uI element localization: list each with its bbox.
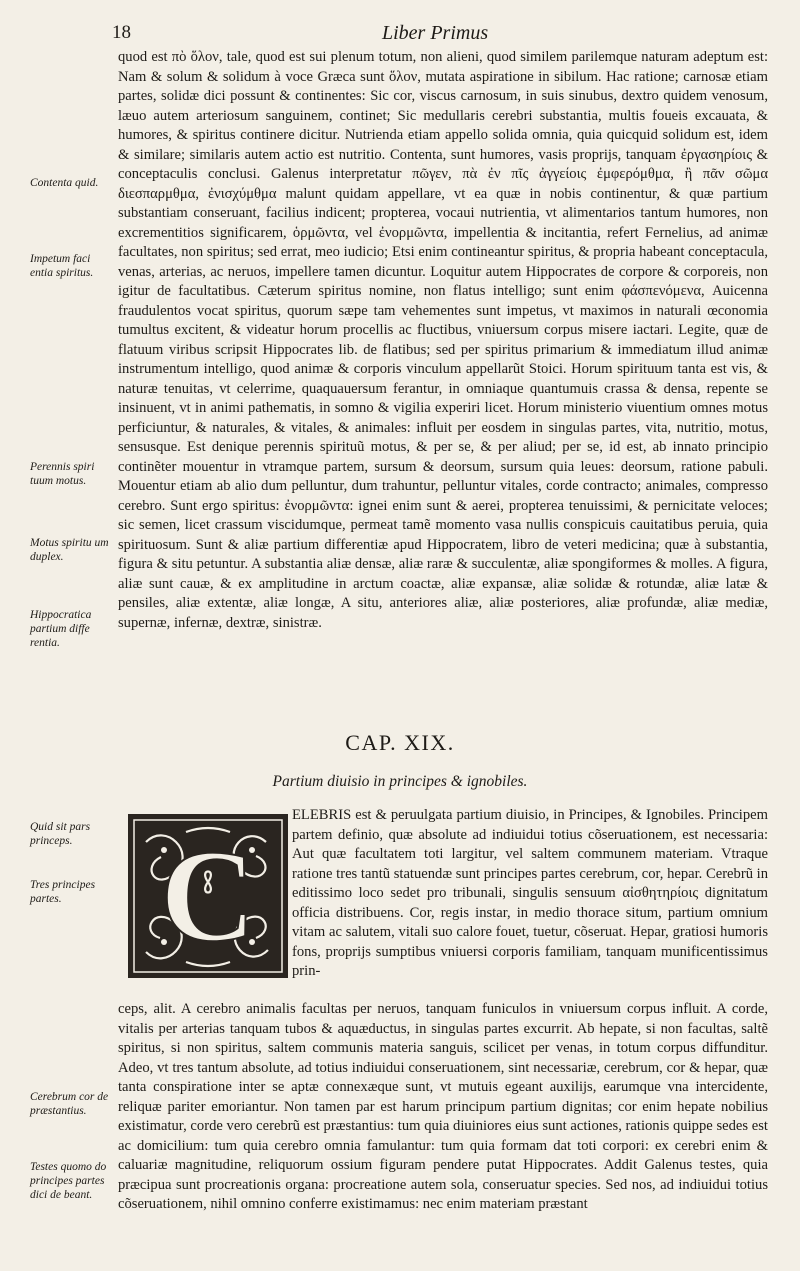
body-paragraph: ceps, alit. A cerebro animalis facultas per neruos, tanquam funiculos in vniuersum corpus influit. A corde, vitalis per arterias tanquam tubos & aquæductus, in singulas partes excurrit. Ab hepate, si non facultas, saltẽ spiritus, si non spiritus, saltem communis materia sanguis, scilicet per venas, in totum corpus diffunditur. Adeo, vt tres tantum absolute, ad totius indiuidui conseruationem, sint necessariæ, cerebrum, cor & hepar, quæ tanta conspiratione inter se aptæ connexæque sunt, vt mutuis egeant auxilijs, earumque vna intercidente, reliquæ pariter emoriantur. Non tamen par est harum principum partium dignitas; cor enim hepate nobilius existimatur, corde vero cerebrũ est præstantius: tum quia diuiniores eius sunt actiones, rationis quippe sedes est ac domicilium: tum quia cerebro omnia famulantur: tum quia formam dat toti corpori: ex cerebri enim & caluariæ magnitudine, reliquorum ossium figuram pendere putat Hippocrates. Addit Galenus testes, quia præcipua sunt procreationis organa: procreatione autem sola, conseruatur species. Sed nos, ad indiuidui totius cõseruationem, nihil omnino conferre existimamus: nec enim materiam præstant: [118, 1001, 768, 1212]
margin-note: Impetum faci entia spiritus.: [30, 253, 94, 279]
page-number: 18: [112, 22, 131, 43]
ornamental-initial-c: [126, 812, 290, 980]
margin-note: Contenta quid.: [30, 177, 99, 189]
body-paragraph: quod est πὸ ὅλον, tale, quod est sui plenum totum, non alieni, quod similem parilemque naturam adeptum est: Nam & solum & solidum à voce Græca sunt ὅλον, mutata aspiratione in sibilum. Hac ratione; carnosæ etiam partes, solidæ dici possunt & continentes: Sic cor, viscus carnosum, in suis sinubus, dextro quidem venosum, læuo autem arteriosum sanguinem, continet; Sic medullaris cerebri substantia, multis foueis excauata, & humores, & spiritus continere dicitur. Nutrienda etiam appello solida omnia, quia quicquid solidum est, idem & similare; similaris autem actio est nutritio. Contenta, sunt humores, vasis proprijs, tanquam ἐργασηρίοις & conceptaculis conclusi. Galenus interpretatur πῶγεν, πὰ ἐν πῖς ἀγγείοις ἐμφερόμθμα, ἢ πᾶν σῶμα διεσπαρμθμα, ἐνισχύμθμα malunt quidam appellare, vt ea quæ in nobis continentur, & quæ partium substantiam conseruant, facilius indicent; propterea, vocaui nutrientia, vt alimentarios tantum humores, non excrementitios significarem, ὁρμῶντα, vel ἐνορμῶντα, impellentia & incitantia, refert Fernelius, ad animæ facultates, non spiritus; sed errat, meo iudicio; Etsi enim contineantur spiritus, & propria habeant conceptacula, venas, arterias, ac neruos, impellere tamen dicuntur. Loquitur autem Hippocrates de corpore & corporeis, non igitur de facultatibus. Cæterum spiritus nomine, non flatus intelligo; sunt enim φάσπενόμενα, Auicenna fraudulentos vocat spiritus, quorum sæpe tam vehementes sunt impetus, vt maximos in naturali œconomia tumultus excitent, & videatur horum procellis ac fluctibus, vniuersum corpus misere iactari. Legite, quæ de flatuum viribus scripsit Hippocrates lib. de flatibus; sed per spiritus primarium & immediatum illud animæ instrumentum intelligo, quod animæ & corporis vinculum appellarũt Stoici. Horum spirituum tanta est vis, & naturæ tenuitas, vt celerrime, quaquauersum ferantur, in omniaque quantumuis crassa & densa, repente se insinuent, vt in animi pathematis, in somno & vigilia experiri licet. Horum ministerio viuentium omnes motus perficiuntur, & naturales, & vitales, & animales: influit per eosdem in singulas partes, vita, nutritio, motus, sensusque. Est denique perennis spirituũ motus, & per se, & per aliud; per se, id est, ab innato principio continẽter mouentur in vtramque partem, sursum & deorsum, sursum quia leues: deorsum, ratione pabuli. Mouentur etiam ab alio dum pelluntur, dum trahuntur, pelluntur vitales, corde contracto; animales, compresso cerebro. Sunt ergo spiritus: ἐνορμῶντα: ignei enim sunt & aerei, propterea tenuissimi, & pernicitate veloces; sic semen, licet crassum viscidumque, permeat tamẽ momento vasa nullis conspicuis cauitatibus peruia, quia spirituosum. Sunt & aliæ partium differentiæ apud Hippocratem, libro de veteri medicina; quæ à substantia, figura & situ petuntur. A substantia aliæ densæ, aliæ raræ & succulentæ, aliæ spongiformes & molles. A figura, aliæ sunt cauæ, & ex amplitudine in arctum coactæ, aliæ expansæ, aliæ solidæ & rotundæ, aliæ latæ & pensiles, aliæ extentæ, aliæ longæ, A situ, anteriores aliæ, aliæ posteriores, aliæ profundæ, aliæ mediæ, supernæ, infernæ, dextræ, sinistræ.: [118, 49, 768, 631]
ornament-icon: [126, 812, 290, 980]
chapter-heading: CAP. XIX.: [345, 730, 455, 755]
margin-note: Testes quomo do principes partes dici de beant.: [30, 1161, 107, 1201]
margin-note: Hippocratica partium diffe rentia.: [30, 609, 92, 649]
chapter-subtitle: Partium diuisio in principes & ignobiles.: [272, 773, 528, 790]
running-head: Liber Primus: [382, 22, 489, 44]
margin-note: Cerebrum cor de præstantius.: [30, 1091, 109, 1117]
margin-note: Motus spiritu um duplex.: [30, 537, 109, 563]
margin-note: Perennis spiri tuum motus.: [30, 461, 95, 487]
margin-note: Quid sit pars princeps.: [30, 821, 91, 847]
body-paragraph: ELEBRIS est & peruulgata partium diuisio, in Principes, & Ignobiles. Principem partem definio, quæ absolute ad indiuidui totius cõseruationem, est necessaria: Aut quæ facultatem toti largitur, vel saltem communem materiam. Vtraque ratione tres tantũ statuendæ sunt principes partes cerebrum, cor, hepar. Cerebrũ in editissimo loco sedet pro tribunali, singulis sensuum αἰσθητηρίοις dignitatum officia distribuens. Cor, regis instar, in medio thorace situm, partium omnium vitam ac salutem, vitali suo calore fouet, tuetur, cõseruat. Hepar, gratiosi humoris fons, proprijs sumptibus vniuersi corporis familiam, tanquam munificentissimus prin-: [292, 807, 768, 979]
margin-note: Tres principes partes.: [30, 879, 96, 905]
initial-letter: C: [160, 822, 256, 969]
page-header: [112, 22, 772, 48]
